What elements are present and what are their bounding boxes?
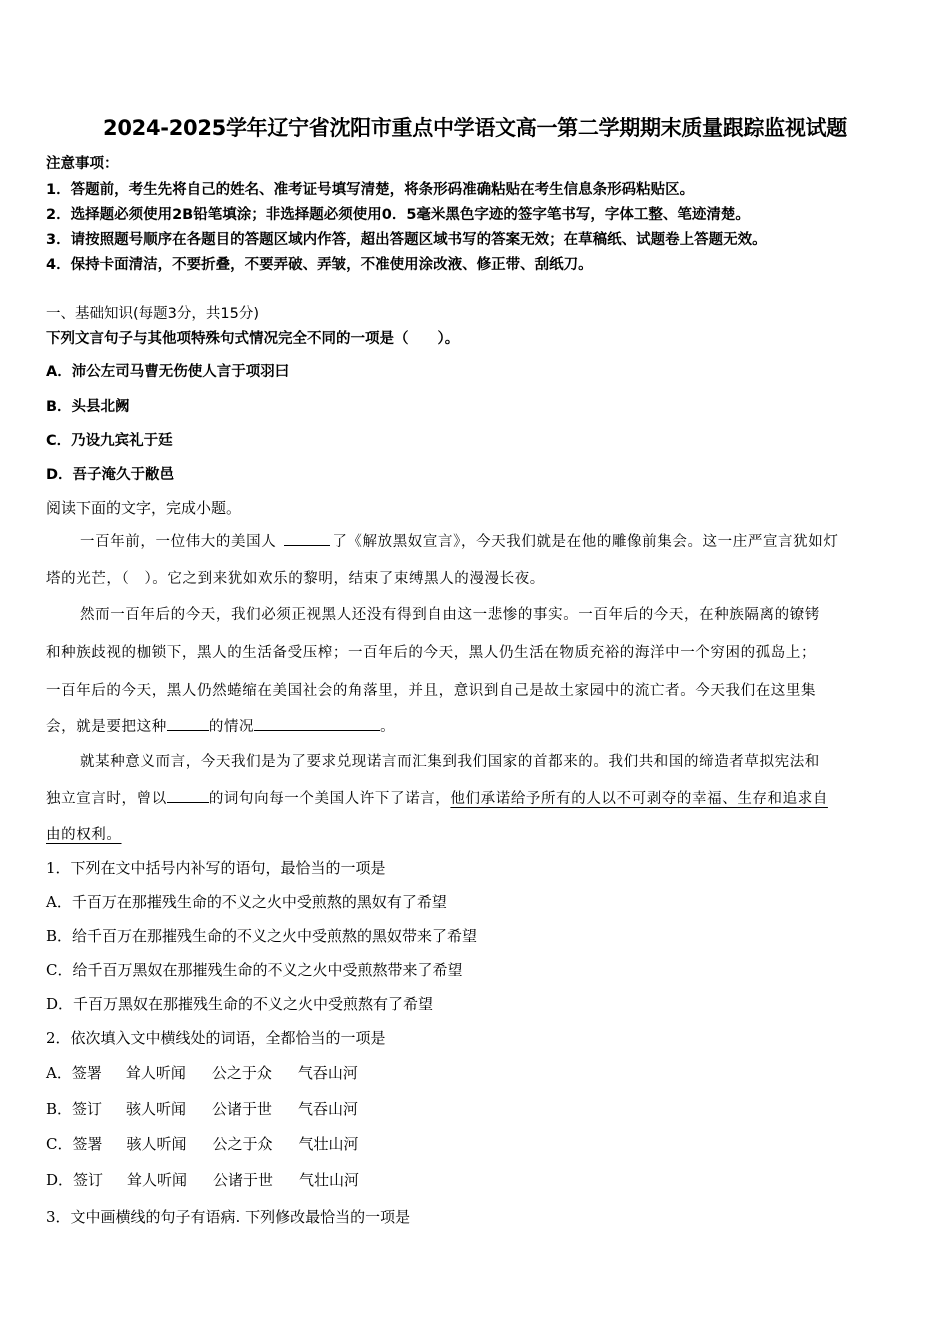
section-heading: 一、基础知识(每题3分，共15分): [46, 306, 259, 322]
underlined-sentence: 他们承诺给予所有的人以不可剥夺的幸福、生存和追求自: [450, 791, 828, 807]
option-d: D．签订 耸人听闻 公诸于世 气壮山河: [46, 1171, 360, 1189]
notice-item: 2．选择题必须使用2B铅笔填涂；非选择题必须使用0．5毫米黑色字迹的签字笔书写，字体工整、笔迹清楚。: [46, 207, 750, 223]
fill-blank: [167, 716, 209, 731]
option-b: B．头县北阙: [46, 399, 130, 415]
option-b: B．给千百万在那摧残生命的不义之火中受煎熬的黑奴带来了希望: [46, 927, 478, 945]
passage-line: [46, 823, 122, 844]
notice-item: 1．答题前，考生先将自己的姓名、准考证号填写清楚，将条形码准确粘贴在考生信息条形码粘贴区。: [46, 182, 695, 198]
question-stem: 3．文中画横线的句子有语病. 下列修改最恰当的一项是: [46, 1208, 411, 1226]
fill-blank: [167, 788, 209, 803]
passage-line: 独立宣言时，曾以 的词句向每一个美国人许下了诺言，他们承诺给予所有的人以不可剥夺的幸福、生存和追求自: [46, 787, 828, 808]
option-c: C．乃设九宾礼于廷: [46, 433, 173, 449]
option-d: D．千百万黑奴在那摧残生命的不义之火中受煎熬有了希望: [46, 995, 434, 1013]
fill-blank: [254, 716, 380, 731]
passage-line: 就某种意义而言，今天我们是为了要求兑现诺言而汇集到我们国家的首都来的。我们共和国的缔造者草拟宪法和: [80, 754, 820, 770]
passage-line: 和种族歧视的枷锁下，黑人的生活备受压榨；一百年后的今天，黑人仍生活在物质充裕的海洋中一个穷困的孤岛上；: [46, 645, 817, 661]
passage-line: 会，就是要把这种 的情况 。: [46, 715, 395, 736]
question-stem: 2．依次填入文中横线处的词语，全都恰当的一项是: [46, 1029, 386, 1047]
option-b: B．签订 骇人听闻 公诸于世 气吞山河: [46, 1100, 359, 1118]
option-c: C．签署 骇人听闻 公之于众 气壮山河: [46, 1135, 359, 1153]
notice-heading: 注意事项：: [46, 156, 119, 172]
fill-blank: [284, 531, 330, 546]
option-a: A．沛公左司马曹无伤使人言于项羽曰: [46, 364, 290, 380]
underlined-sentence: 由的权利。: [46, 827, 122, 843]
option-c: C．给千百万黑奴在那摧残生命的不义之火中受煎熬带来了希望: [46, 961, 463, 979]
passage-line: 一百年前，一位伟大的美国人 了《解放黑奴宣言》，今天我们就是在他的雕像前集会。这一庄严宣言犹如灯: [80, 530, 838, 551]
passage-line: 然而一百年后的今天，我们必须正视黑人还没有得到自由这一悲惨的事实。一百年后的今天，在种族隔离的镣铐: [80, 607, 820, 623]
passage-line: 塔的光芒，（ ）。它之到来犹如欢乐的黎明，结束了束缚黑人的漫漫长夜。: [46, 571, 545, 587]
notice-item: 4．保持卡面清洁，不要折叠，不要弄破、弄皱，不准使用涂改液、修正带、刮纸刀。: [46, 257, 593, 273]
question-stem: 下列文言句子与其他项特殊句式情况完全不同的一项是（ ）。: [46, 331, 460, 347]
notice-item: 3．请按照题号顺序在各题目的答题区域内作答，超出答题区域书写的答案无效；在草稿纸、试题卷上答题无效。: [46, 232, 767, 248]
passage-line: 一百年后的今天，黑人仍然蜷缩在美国社会的角落里，并且，意识到自己是故土家园中的流亡者。今天我们在这里集: [46, 683, 817, 699]
option-a: A．千百万在那摧残生命的不义之火中受煎熬的黑奴有了希望: [46, 893, 447, 911]
option-d: D．吾子淹久于敝邑: [46, 467, 175, 483]
question-stem: 1．下列在文中括号内补写的语句，最恰当的一项是: [46, 859, 386, 877]
reading-intro: 阅读下面的文字，完成小题。: [46, 499, 242, 517]
option-a: A．签署 耸人听闻 公之于众 气吞山河: [46, 1064, 358, 1082]
page-title: 2024-2025学年辽宁省沈阳市重点中学语文高一第二学期期末质量跟踪监视试题: [103, 116, 847, 140]
